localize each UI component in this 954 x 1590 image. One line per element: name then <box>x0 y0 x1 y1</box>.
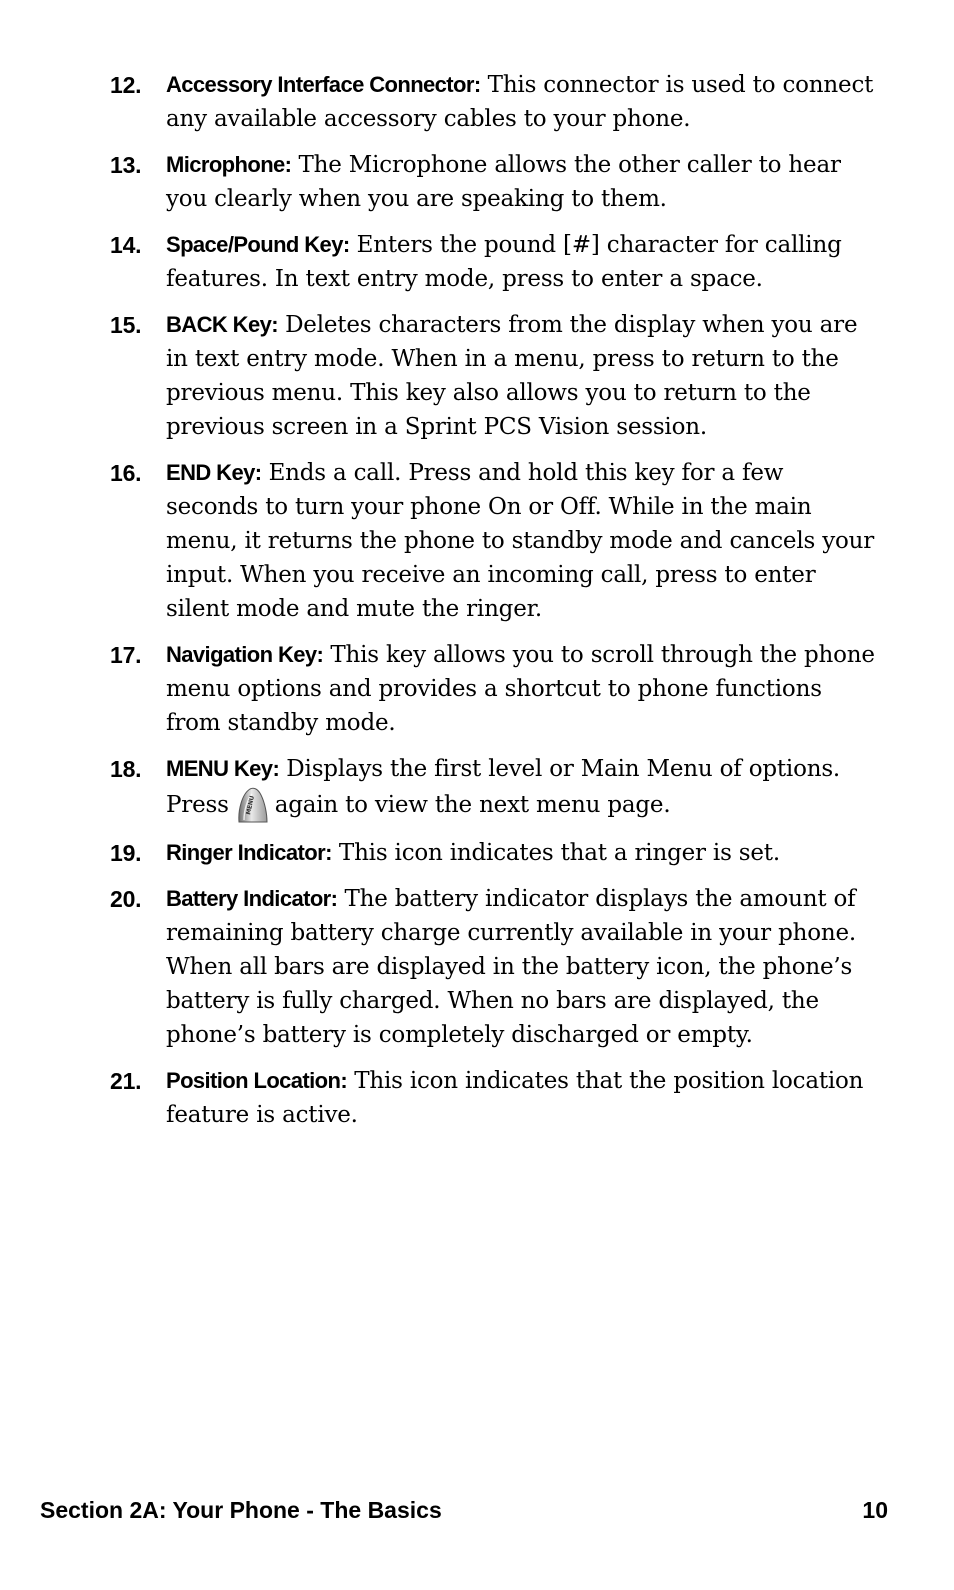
item-term: BACK Key: <box>166 312 278 337</box>
item-description: Displays the first level or Main Menu of options. <box>279 756 841 782</box>
list-item <box>0 228 954 296</box>
list-item <box>0 638 954 740</box>
list-item <box>0 308 954 444</box>
item-number: 20. <box>110 886 142 912</box>
item-term: END Key: <box>166 460 262 485</box>
item-number: 21. <box>110 1068 142 1094</box>
item-description: This icon indicates that a ringer is set. <box>331 840 780 866</box>
page-number: 10 <box>862 1497 888 1523</box>
item-number: 13. <box>110 152 142 178</box>
item-number: 12. <box>110 72 142 98</box>
list-item <box>0 752 954 824</box>
item-term: Battery Indicator: <box>166 886 338 911</box>
item-term: MENU Key: <box>166 756 280 781</box>
menu-key-icon-label: MENU <box>244 795 256 816</box>
item-description-press: Press <box>166 792 229 818</box>
item-number: 15. <box>110 312 142 338</box>
list-item <box>0 68 954 136</box>
list-item <box>0 456 954 626</box>
item-number: 14. <box>110 232 142 258</box>
item-number: 19. <box>110 840 142 866</box>
item-term: Ringer Indicator: <box>166 840 332 865</box>
item-description: Deletes characters from the display when you are in text entry mode. When in a menu, press to return to the previous menu. This key also allows you to return to the previous screen in a Sprint PCS Vision session. <box>166 312 858 440</box>
item-description: This icon indicates that the position location feature is active. <box>166 1068 864 1128</box>
item-description: The Microphone allows the other caller to hear you clearly when you are speaking to them. <box>166 152 841 212</box>
item-term: Space/Pound Key: <box>166 232 350 257</box>
list-item <box>0 836 954 870</box>
definition-list <box>0 68 954 1144</box>
item-description: The battery indicator displays the amount of remaining battery charge currently available in your phone. When all bars are displayed in the battery icon, the phone’s battery is fully charged. When no bars are displayed, the phone’s battery is completely discharged or empty. <box>166 886 856 1048</box>
item-term: Position Location: <box>166 1068 348 1093</box>
item-number: 17. <box>110 642 142 668</box>
list-item <box>0 148 954 216</box>
item-term: Accessory Interface Connector: <box>166 72 481 97</box>
item-description: Enters the pound [#] character for calling features. In text entry mode, press to enter a space. <box>166 232 842 292</box>
item-description: Ends a call. Press and hold this key for a few seconds to turn your phone On or Off. While in the main menu, it returns the phone to standby mode and cancels your input. When you receive an incoming call, press to enter silent mode and mute the ringer. <box>166 460 875 622</box>
item-description-again: again to view the next menu page. <box>274 792 671 818</box>
list-item <box>0 882 954 1052</box>
page-footer <box>40 1494 888 1526</box>
item-description: This connector is used to connect any available accessory cables to your phone. <box>166 72 874 132</box>
list-item <box>0 1064 954 1132</box>
menu-key-icon <box>235 786 269 824</box>
item-description: This key allows you to scroll through the phone menu options and provides a shortcut to phone functions from standby mode. <box>166 642 875 736</box>
item-term: Navigation Key: <box>166 642 324 667</box>
item-term: Microphone: <box>166 152 292 177</box>
item-number: 16. <box>110 460 142 486</box>
item-number: 18. <box>110 756 142 782</box>
section-title: Section 2A: Your Phone - The Basics <box>40 1497 442 1523</box>
